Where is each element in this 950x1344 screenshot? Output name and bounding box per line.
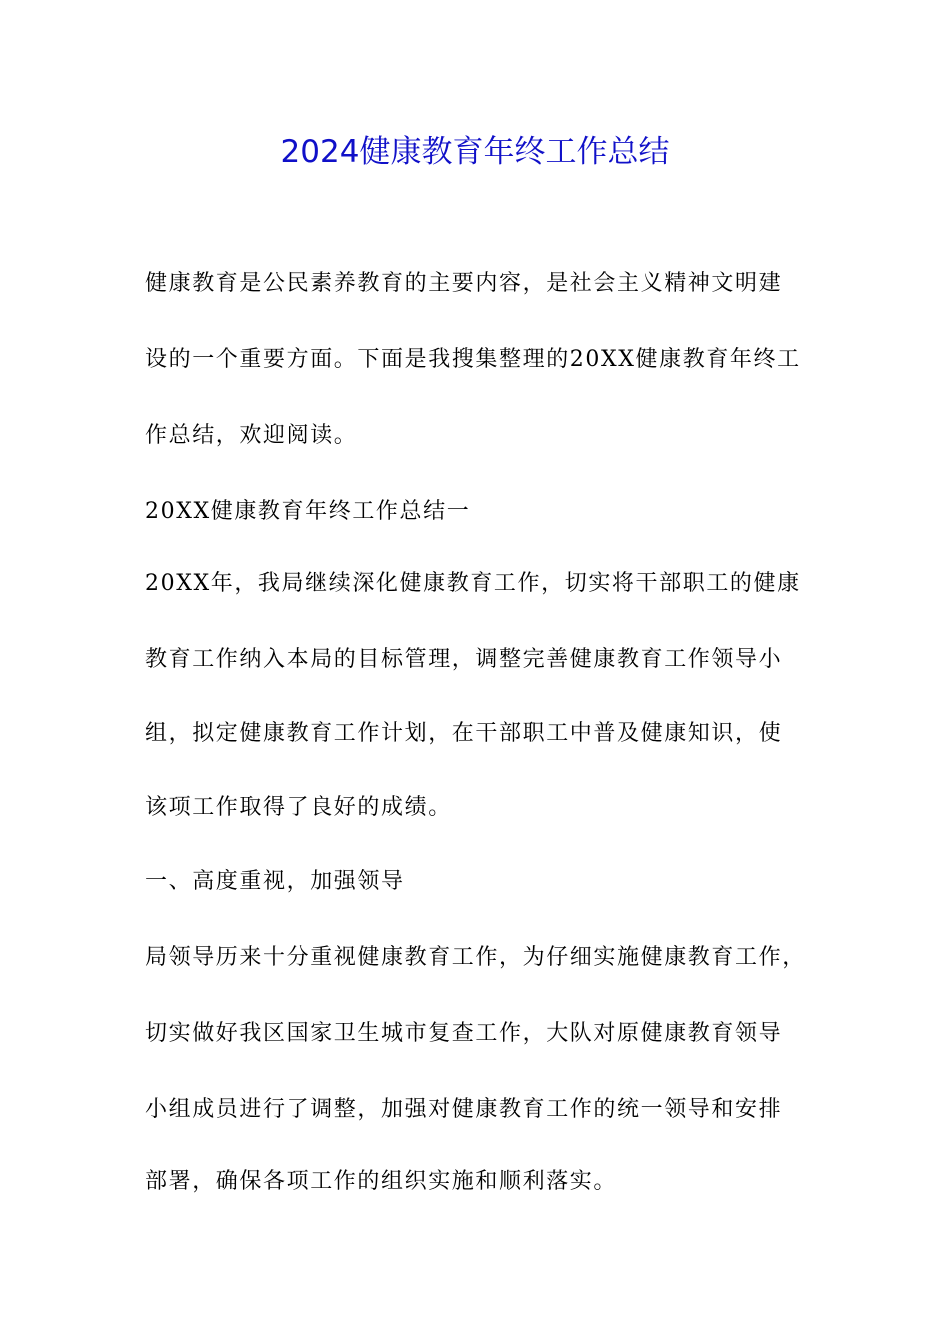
document-title: 2024健康教育年终工作总结: [280, 134, 670, 170]
paragraph-line: 教育工作纳入本局的目标管理，调整完善健康教育工作领导小: [145, 647, 783, 672]
section-heading: 20XX健康教育年终工作总结一: [145, 499, 471, 524]
paragraph-line: 该项工作取得了良好的成绩。: [145, 795, 452, 820]
paragraph-line: 局领导历来十分重视健康教育工作，为仔细实施健康教育工作，: [145, 945, 806, 970]
paragraph-line: 作总结，欢迎阅读。: [145, 423, 358, 448]
paragraph-line: 小组成员进行了调整，加强对健康教育工作的统一领导和安排: [145, 1097, 783, 1122]
subsection-heading: 一、高度重视，加强领导: [145, 869, 405, 894]
paragraph-line: 组，拟定健康教育工作计划，在干部职工中普及健康知识，使: [145, 721, 783, 746]
paragraph-line: 部署，确保各项工作的组织实施和顺利落实。: [145, 1169, 618, 1194]
paragraph-line: 健康教育是公民素养教育的主要内容，是社会主义精神文明建: [145, 271, 783, 296]
paragraph-line: 切实做好我区国家卫生城市复查工作，大队对原健康教育领导: [145, 1021, 783, 1046]
paragraph-line: 20XX年，我局继续深化健康教育工作，切实将干部职工的健康: [145, 571, 801, 596]
paragraph-line: 设的一个重要方面。下面是我搜集整理的20XX健康教育年终工: [145, 347, 801, 372]
